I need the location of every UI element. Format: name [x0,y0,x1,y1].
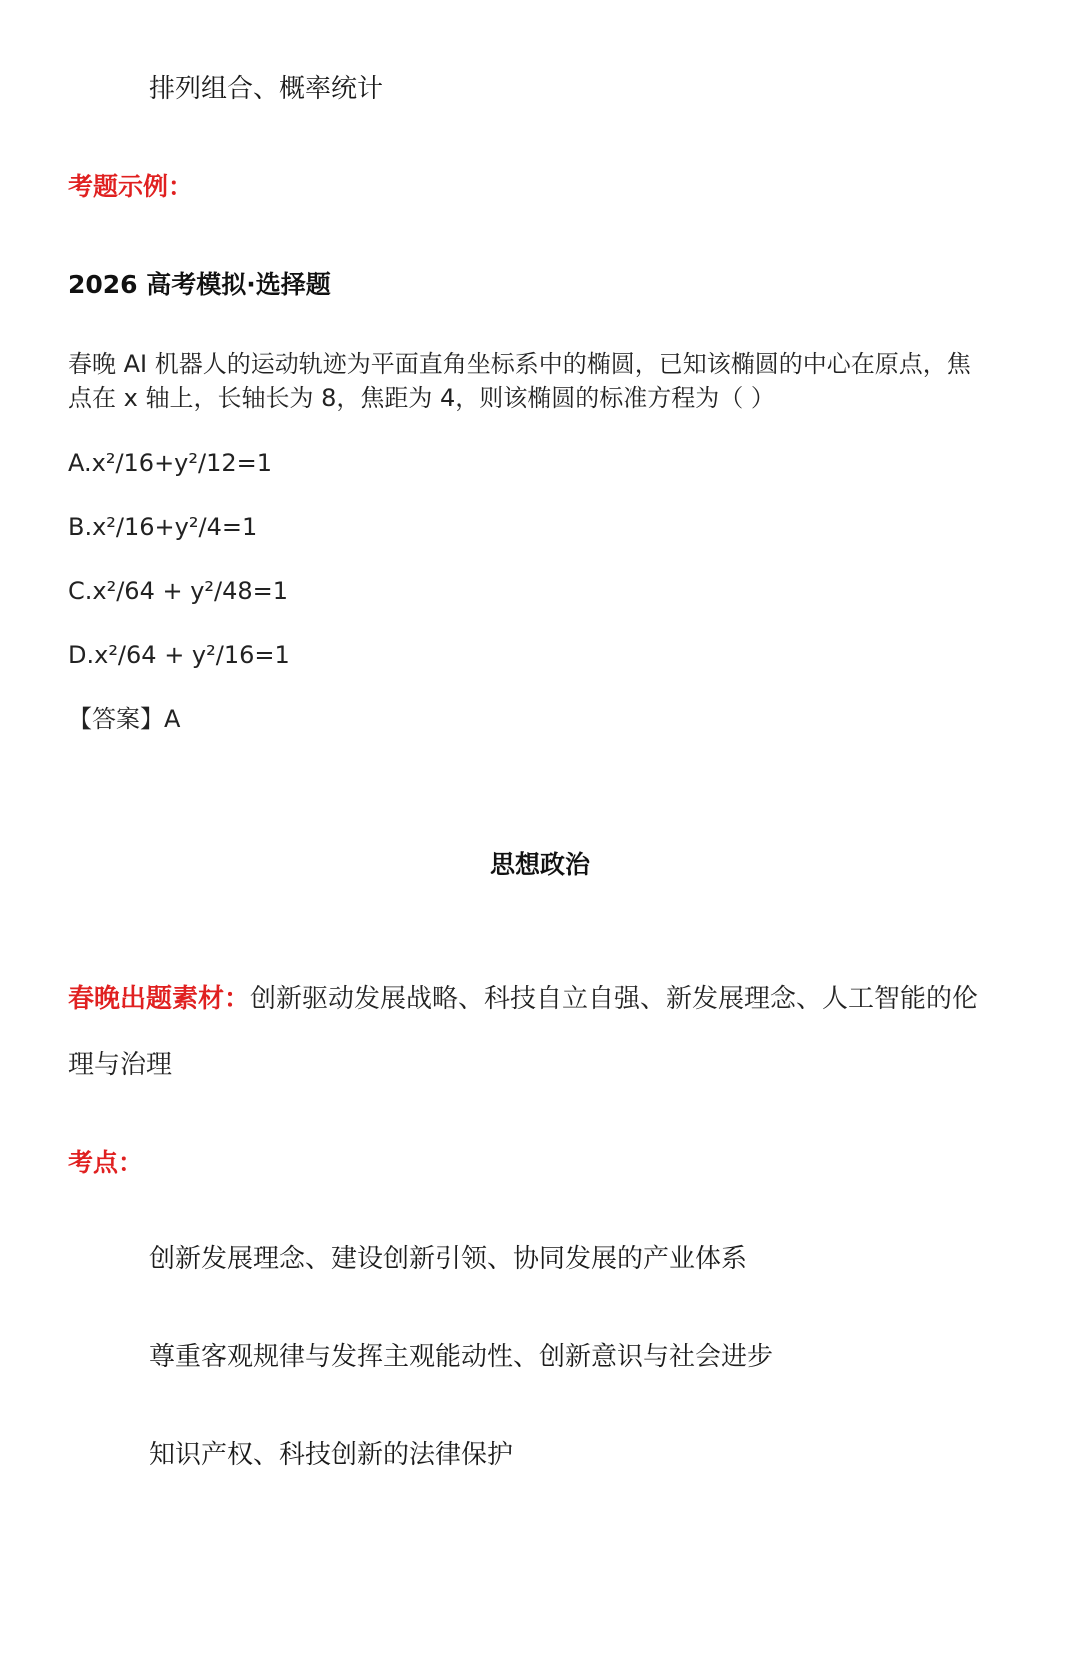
option-b: B.x²/16+y²/4=1 [68,513,258,541]
example-label: 考题示例： [68,172,194,201]
answer-line: 【答案】A [68,705,181,733]
point-item: 知识产权、科技创新的法律保护 [149,1440,514,1470]
material-label: 春晚出题素材： [68,984,251,1014]
material-text-continued: 理与治理 [68,1050,173,1080]
question-text-line-2: 点在 x 轴上，长轴长为 8，焦距为 4，则该椭圆的标准方程为（ ） [68,384,775,412]
material-text: 创新驱动发展战略、科技自立自强、新发展理念、人工智能的伦 [250,984,979,1014]
option-c: C.x²/64 + y²/48=1 [68,577,289,605]
option-a: A.x²/16+y²/12=1 [68,449,273,477]
point-item: 尊重客观规律与发挥主观能动性、创新意识与社会进步 [149,1342,774,1372]
question-heading: 2026 高考模拟·选择题 [68,270,331,299]
topic-item: 排列组合、概率统计 [149,74,384,104]
option-d: D.x²/64 + y²/16=1 [68,641,290,669]
point-item: 创新发展理念、建设创新引领、协同发展的产业体系 [149,1244,748,1274]
question-text-line-1: 春晚 AI 机器人的运动轨迹为平面直角坐标系中的椭圆，已知该椭圆的中心在原点，焦 [68,350,971,378]
points-label: 考点： [68,1148,144,1177]
material-paragraph [68,986,978,1012]
material-paragraph-continued [68,1052,172,1078]
section-title: 思想政治 [489,850,590,879]
